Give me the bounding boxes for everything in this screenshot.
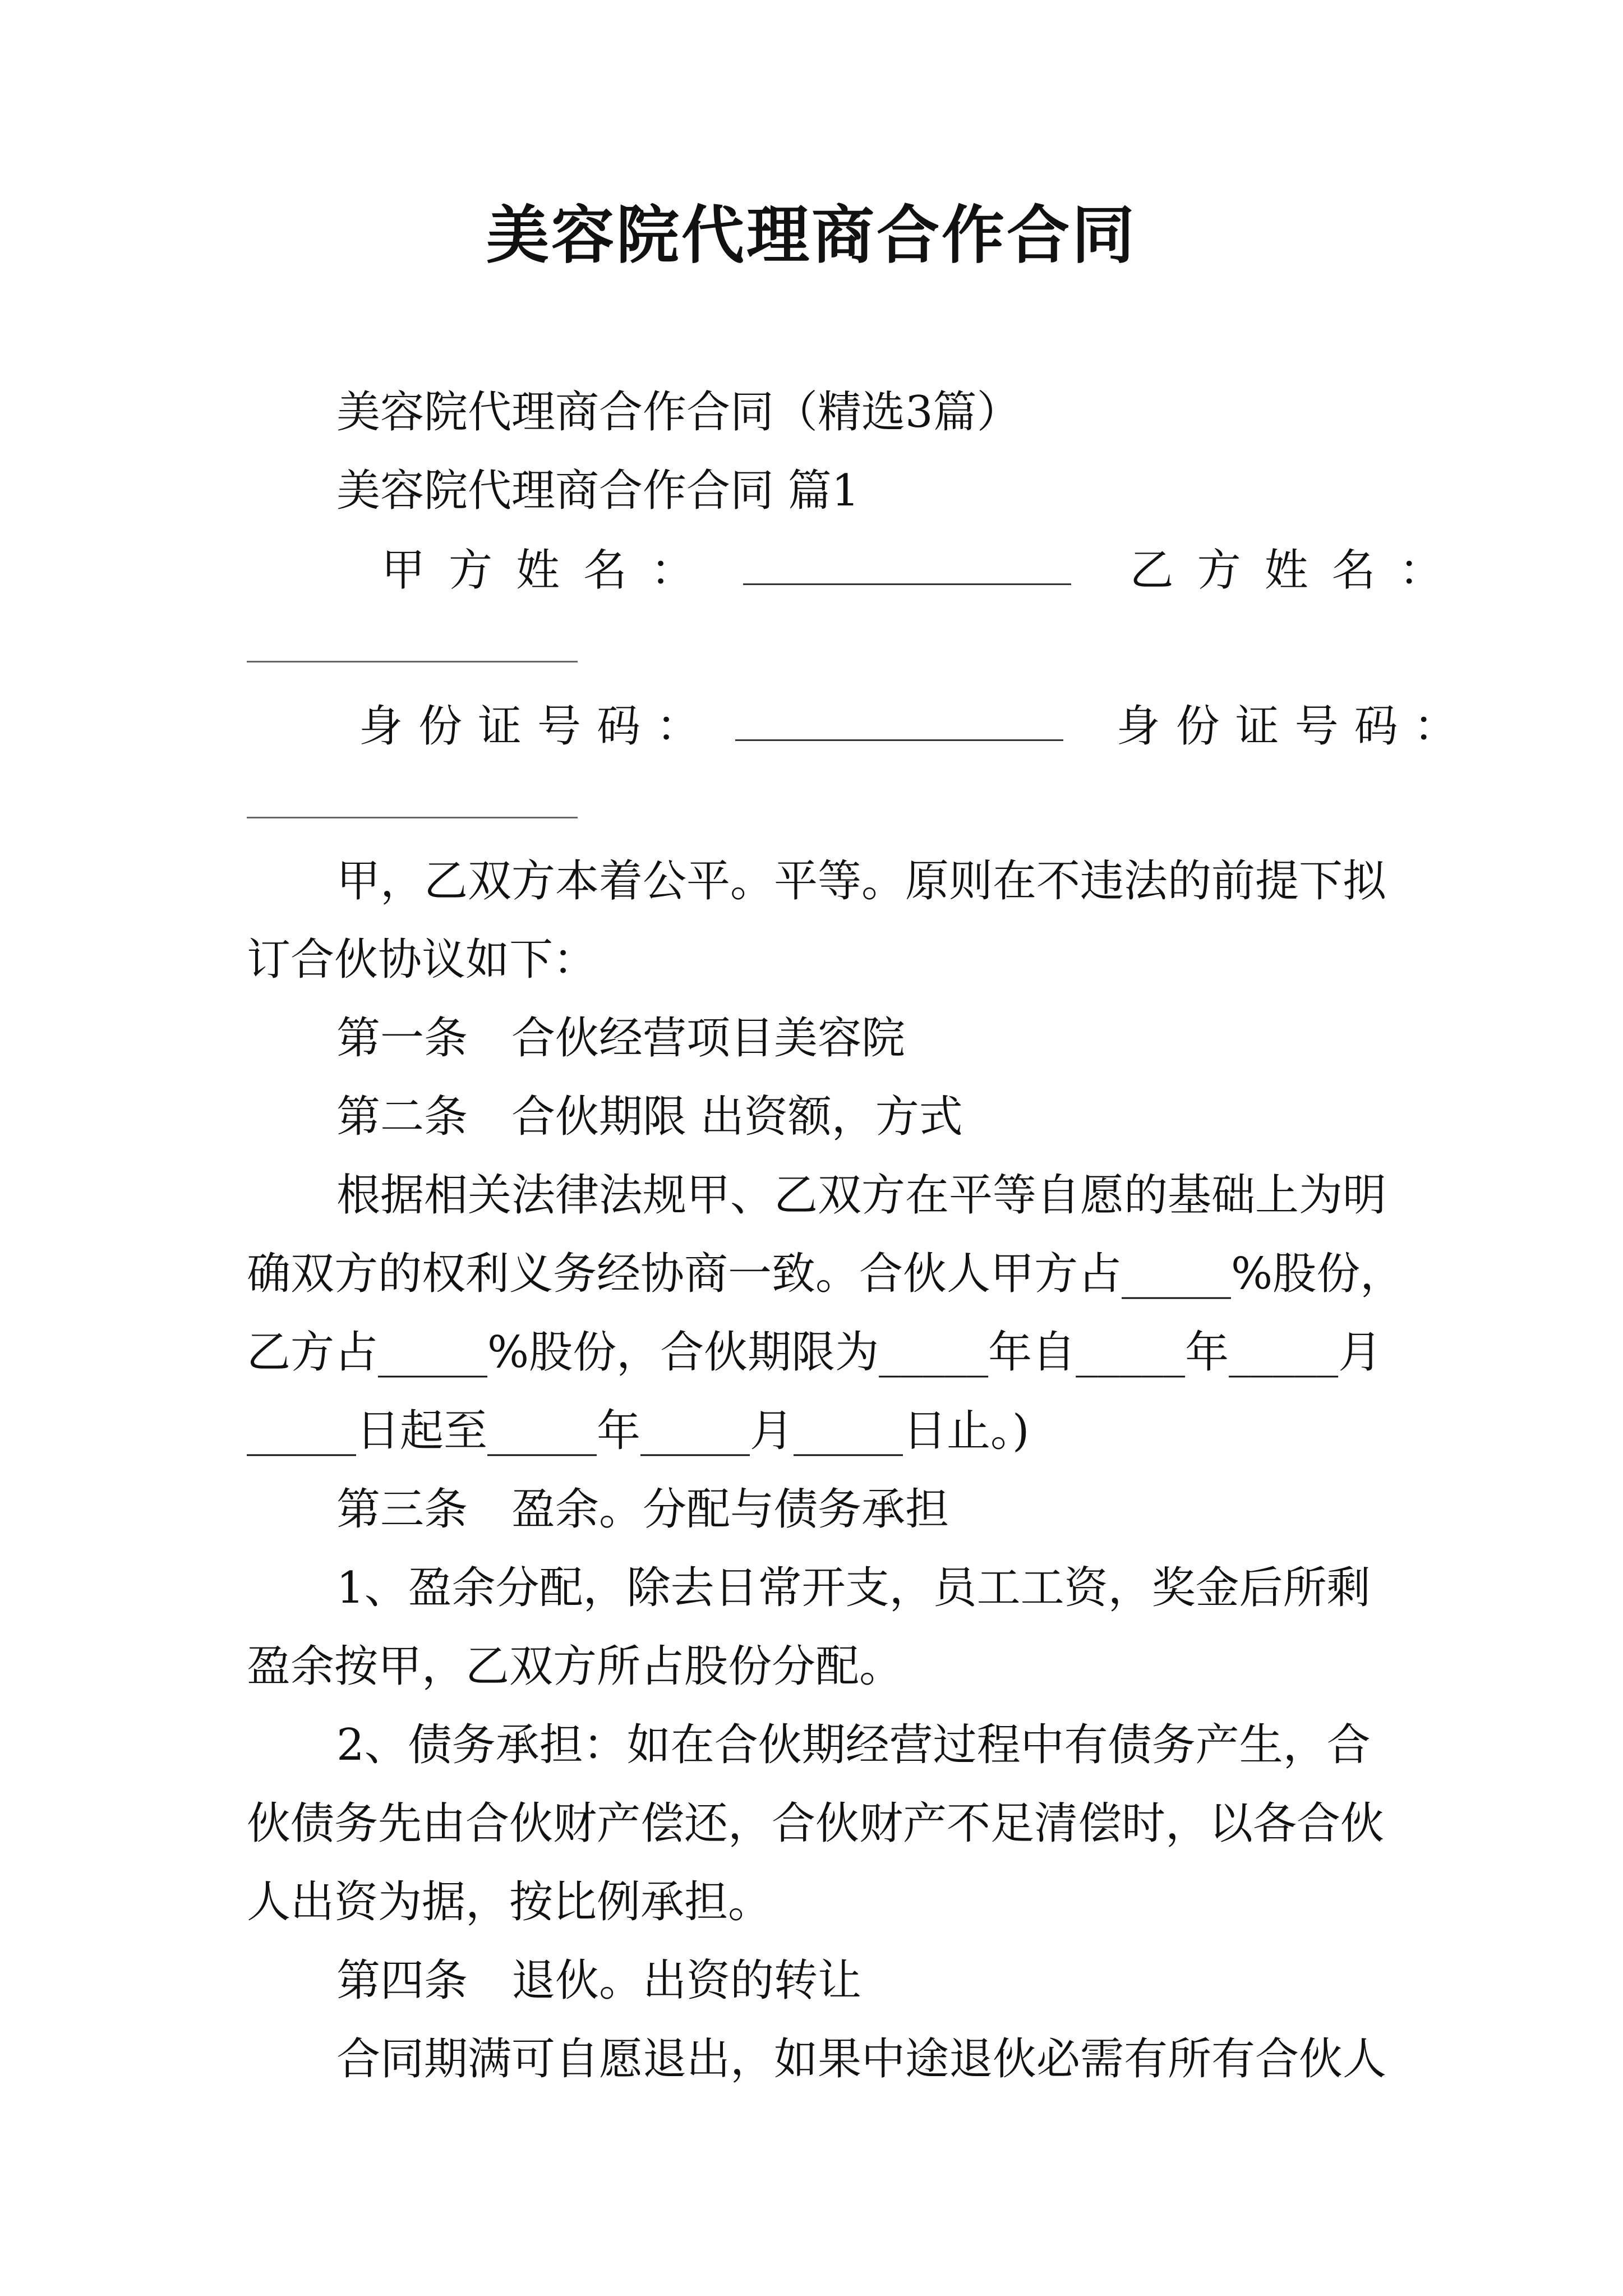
para1-line2: 订合伙协议如下： [247,935,597,985]
party-b-name-blank [247,661,578,662]
para2-line1: 根据相关法律法规甲、乙双方在平等自愿的基础上为明 [336,1170,1387,1221]
para4-line3: 人出资为据，按比例承担。 [247,1877,772,1927]
id-label-b: 身份证号码： [1116,701,1473,752]
id-label-a: 身份证号码： [359,701,716,752]
para3-line2: 盈余按甲，乙双方所占股份分配。 [247,1641,903,1692]
party-a-name-blank [743,539,1071,585]
party-name-row [381,539,1467,601]
page-title: 美容院代理商合作合同 [486,199,1137,272]
article-2: 第二条 合伙期限 出资额，方式 [336,1092,963,1142]
para3-line1: 1、盈余分配，除去日常开支，员工工资，奖金后所剩 [336,1563,1371,1613]
para2-line2: 确双方的权利义务经协商一致。合伙人甲方占_____%股份， [247,1249,1404,1299]
party-a-name-label: 甲方姓名： [381,545,718,596]
party-a-id-blank [735,694,1063,741]
part-heading: 美容院代理商合作合同 篇1 [336,466,860,516]
id-number-row [359,694,1473,757]
para2-line3: 乙方占_____%股份，合伙期限为_____年自_____年_____月 [247,1327,1382,1378]
para1-line1: 甲，乙双方本着公平。平等。原则在不违法的前提下拟 [336,856,1387,907]
para4-line1: 2、债务承担：如在合伙期经营过程中有债务产生，合 [336,1720,1371,1770]
para4-line2: 伙债务先由合伙财产偿还，合伙财产不足清偿时，以各合伙 [247,1798,1385,1849]
article-1: 第一条 合伙经营项目美容院 [336,1013,906,1064]
para5-line1: 合同期满可自愿退出，如果中途退伙必需有所有合伙人 [336,2034,1387,2085]
article-4: 第四条 退伙。出资的转让 [336,1955,862,2006]
party-b-name-label: 乙方姓名： [1129,545,1467,596]
subtitle: 美容院代理商合作合同（精选3篇） [336,387,1021,438]
party-b-id-blank [247,817,578,818]
para2-line4: _____日起至_____年_____月_____日止。) [247,1406,1030,1456]
article-3: 第三条 盈余。分配与债务承担 [336,1484,949,1535]
